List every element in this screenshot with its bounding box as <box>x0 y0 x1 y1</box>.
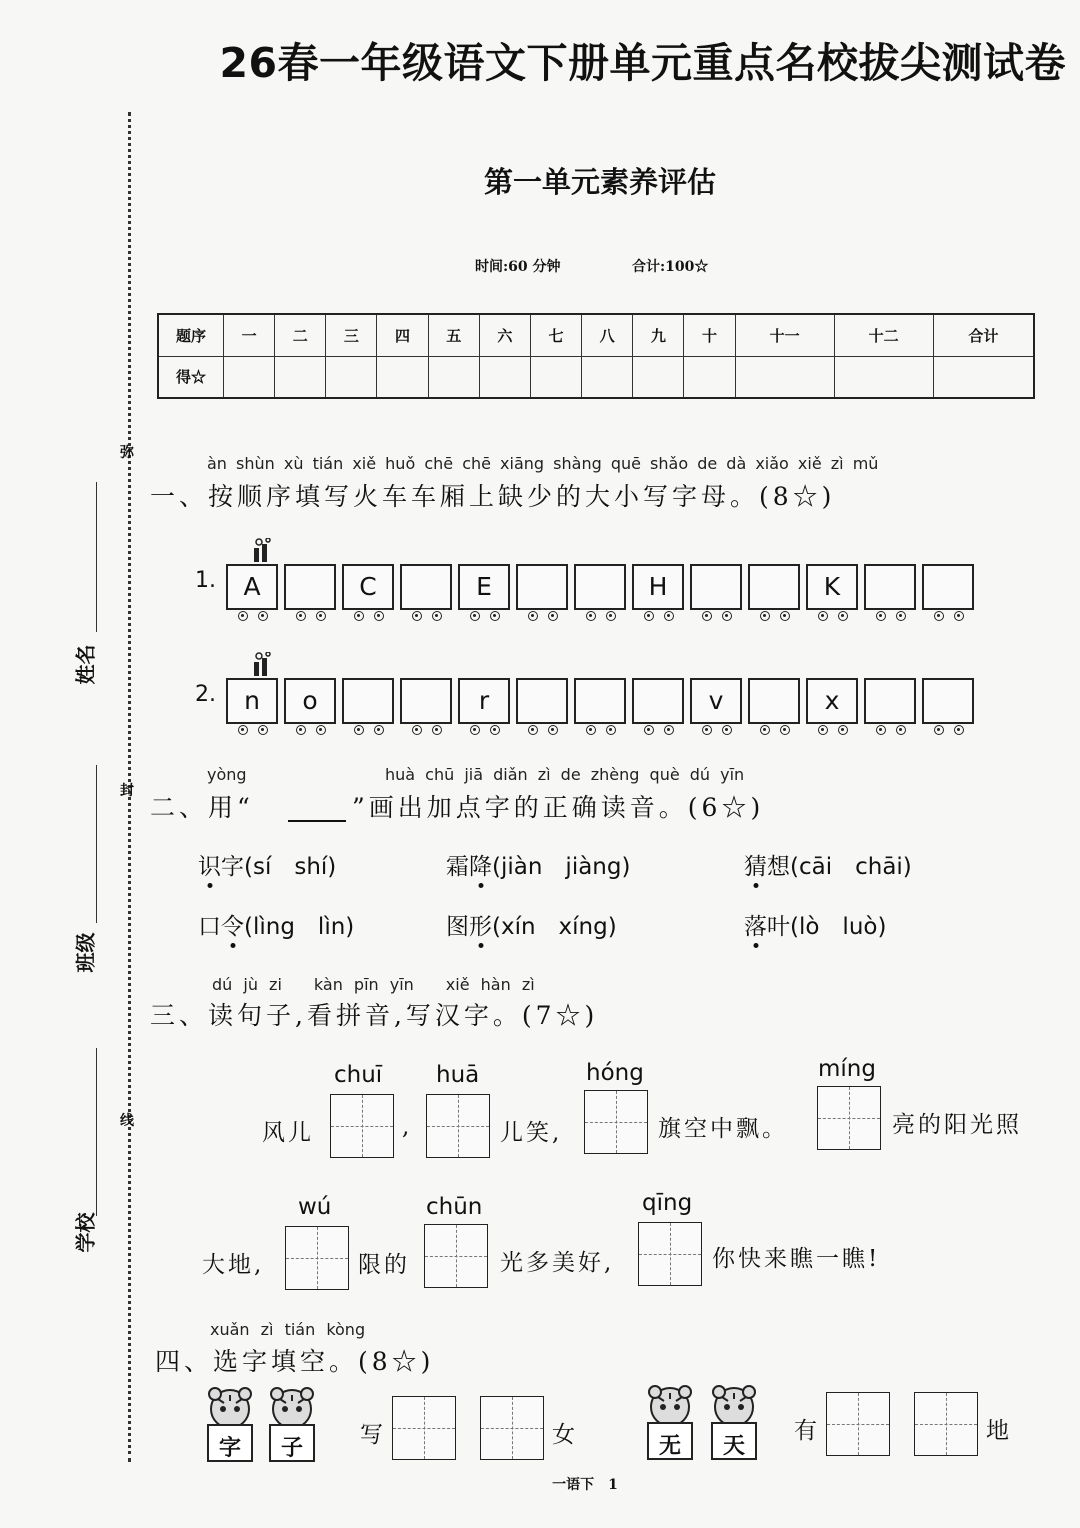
wheel-icon <box>412 725 422 735</box>
write-box[interactable] <box>392 1396 456 1460</box>
write-box[interactable] <box>914 1392 978 1456</box>
train-1 <box>226 538 986 628</box>
score-cell[interactable] <box>530 356 581 398</box>
wheel-icon <box>606 725 616 735</box>
wheel-icon <box>838 611 848 621</box>
wheel-icon <box>722 611 732 621</box>
class-line[interactable] <box>96 765 97 923</box>
time-info: 时间:60 分钟 <box>475 259 561 275</box>
q4-word-1: 写 <box>360 1422 386 1448</box>
tiger-card-3 <box>642 1385 698 1463</box>
header-cell: 三 <box>326 314 377 356</box>
wheel-icon <box>354 611 364 621</box>
write-box[interactable] <box>638 1222 702 1286</box>
train-car-blank[interactable] <box>690 564 742 610</box>
wheel-icon <box>548 725 558 735</box>
q3-l1-t3: 旗空中飘。 <box>658 1116 788 1142</box>
train-car-given: C <box>342 564 394 610</box>
q3-py-ming: míng <box>818 1056 876 1082</box>
train-car-given: E <box>458 564 510 610</box>
wheel-icon <box>432 611 442 621</box>
q3-py-chui: chuī <box>334 1062 383 1088</box>
class-label: 班级 <box>73 932 98 973</box>
header-cell: 十二 <box>834 314 933 356</box>
wheel-icon <box>374 725 384 735</box>
train2-label: 2. <box>195 682 216 707</box>
q3-py-hua: huā <box>436 1062 480 1088</box>
page-footer: 一语下 1 <box>552 1477 618 1493</box>
q2-heading-b: ”画出加点字的正确读音。(6☆) <box>352 793 765 822</box>
score-cell[interactable] <box>933 356 1034 398</box>
q2-item-3[interactable]: 猜想(cāi chāi) <box>744 854 912 880</box>
write-box[interactable] <box>480 1396 544 1460</box>
train-car-blank[interactable] <box>284 564 336 610</box>
q2-heading-a: 二、用“ <box>150 793 254 822</box>
school-line[interactable] <box>96 1048 97 1216</box>
wheel-icon <box>954 611 964 621</box>
score-cell[interactable] <box>633 356 684 398</box>
score-cell[interactable] <box>377 356 428 398</box>
wheel-icon <box>818 725 828 735</box>
q3-l2-t1: 限的 <box>358 1252 410 1278</box>
wheel-icon <box>780 611 790 621</box>
train-car-blank[interactable] <box>400 564 452 610</box>
q4-heading: 四、选字填空。(8☆) <box>155 1347 435 1376</box>
q2-pinyin-left: yòng <box>207 765 247 784</box>
score-cell[interactable] <box>735 356 834 398</box>
wheel-icon <box>954 725 964 735</box>
q3-l1-t1: , <box>402 1114 413 1140</box>
score-cell[interactable] <box>275 356 326 398</box>
q3-l2-t2: 光多美好, <box>500 1250 615 1276</box>
score-cell[interactable] <box>684 356 735 398</box>
wheel-icon <box>412 611 422 621</box>
name-label: 姓名 <box>73 644 98 685</box>
header-cell: 题序 <box>158 314 224 356</box>
wheel-icon <box>760 611 770 621</box>
wheel-icon <box>470 725 480 735</box>
q4-word-3: 有 <box>794 1418 820 1444</box>
wheel-icon <box>490 725 500 735</box>
wheel-icon <box>876 725 886 735</box>
train-car-given: r <box>458 678 510 724</box>
score-header-row <box>158 314 1034 356</box>
q3-l1-t4: 亮的阳光照 <box>892 1112 1022 1138</box>
wheel-icon <box>490 611 500 621</box>
train-car-given: n <box>226 678 278 724</box>
train-car-blank[interactable] <box>864 678 916 724</box>
train-car-blank[interactable] <box>922 564 974 610</box>
q3-py-qing: qīng <box>642 1190 693 1216</box>
wheel-icon <box>238 725 248 735</box>
score-value-row <box>158 356 1034 398</box>
train-car-given: A <box>226 564 278 610</box>
train-car-blank[interactable] <box>342 678 394 724</box>
score-table <box>157 313 1035 399</box>
wheel-icon <box>354 725 364 735</box>
train-car-blank[interactable] <box>864 564 916 610</box>
q4-word-2: 女 <box>552 1422 578 1448</box>
q3-pinyin: dú jù zi kàn pīn yīn xiě hàn zì <box>212 975 535 994</box>
chimney-icon <box>250 538 274 564</box>
wheel-icon <box>644 725 654 735</box>
wheel-icon <box>586 611 596 621</box>
train-car-given: K <box>806 564 858 610</box>
q3-l1-t0: 风儿 <box>262 1120 314 1146</box>
wheel-icon <box>644 611 654 621</box>
header-cell: 八 <box>582 314 633 356</box>
score-cell[interactable] <box>224 356 275 398</box>
wheel-icon <box>896 611 906 621</box>
wheel-icon <box>296 725 306 735</box>
train1-label: 1. <box>195 568 216 593</box>
q2-item-5[interactable]: 图形(xín xíng) <box>446 914 617 940</box>
q2-item-6[interactable]: 落叶(lò luò) <box>744 914 887 940</box>
header-cell: 六 <box>479 314 530 356</box>
header-cell: 合计 <box>933 314 1034 356</box>
header-cell: 二 <box>275 314 326 356</box>
q3-l1-t2: 儿笑, <box>500 1120 563 1146</box>
side-xian: 线 <box>120 1113 134 1129</box>
wheel-icon <box>876 611 886 621</box>
total-info: 合计:100☆ <box>632 259 709 275</box>
wheel-icon <box>528 725 538 735</box>
write-box[interactable] <box>817 1086 881 1150</box>
header-cell: 十 <box>684 314 735 356</box>
q3-l2-t3: 你快来瞧一瞧! <box>712 1246 881 1272</box>
side-feng: 封 <box>120 783 134 799</box>
wheel-icon <box>722 725 732 735</box>
wheel-icon <box>702 725 712 735</box>
wheel-icon <box>780 725 790 735</box>
score-row-label: 得☆ <box>158 356 224 398</box>
q1-pinyin: àn shùn xù tián xiě huǒ chē chē xiāng shàng quē shǎo de dà xiǎo xiě zì mǔ <box>207 454 879 473</box>
wheel-icon <box>896 725 906 735</box>
wheel-icon <box>316 725 326 735</box>
card-char: 天 <box>722 1433 745 1459</box>
wheel-icon <box>238 611 248 621</box>
tiger-card-1 <box>202 1387 258 1465</box>
card-char: 字 <box>218 1435 241 1461</box>
q3-py-hong: hóng <box>586 1060 644 1086</box>
wheel-icon <box>258 725 268 735</box>
wheel-icon <box>760 725 770 735</box>
wheel-icon <box>586 725 596 735</box>
header-cell: 十一 <box>735 314 834 356</box>
tiger-card-4 <box>706 1385 762 1463</box>
q4-pinyin: xuǎn zì tián kòng <box>210 1320 366 1339</box>
wheel-icon <box>838 725 848 735</box>
score-cell[interactable] <box>582 356 633 398</box>
wheel-icon <box>432 725 442 735</box>
header-cell: 四 <box>377 314 428 356</box>
wheel-icon <box>664 725 674 735</box>
score-cell[interactable] <box>834 356 933 398</box>
wheel-icon <box>316 611 326 621</box>
train-car-blank[interactable] <box>574 678 626 724</box>
wheel-icon <box>702 611 712 621</box>
card-char: 无 <box>658 1433 681 1459</box>
score-cell[interactable] <box>479 356 530 398</box>
train-car-blank[interactable] <box>574 564 626 610</box>
wheel-icon <box>664 611 674 621</box>
q2-item-4[interactable]: 口令(lìng lìn) <box>198 914 355 940</box>
header-cell: 五 <box>428 314 479 356</box>
train-2 <box>226 652 986 742</box>
q2-item-2[interactable]: 霜降(jiàn jiàng) <box>446 854 631 880</box>
q3-py-chun: chūn <box>426 1194 483 1220</box>
q3-heading: 三、读句子,看拼音,写汉字。(7☆) <box>150 1001 599 1030</box>
school-label: 学校 <box>73 1212 98 1253</box>
q3-py-wu: wú <box>298 1194 332 1220</box>
q3-l2-t0: 大地, <box>202 1252 265 1278</box>
q1-heading: 一、按顺序填写火车车厢上缺少的大小写字母。(8☆) <box>150 482 836 511</box>
tiger-card-2 <box>264 1387 320 1465</box>
write-box[interactable] <box>584 1090 648 1154</box>
header-cell: 七 <box>530 314 581 356</box>
train-car-blank[interactable] <box>922 678 974 724</box>
train-car-given: v <box>690 678 742 724</box>
q2-item-1[interactable]: 识字(sí shí) <box>198 854 337 880</box>
write-box[interactable] <box>424 1224 488 1288</box>
write-box[interactable] <box>426 1094 490 1158</box>
score-cell[interactable] <box>428 356 479 398</box>
underline-sample <box>288 820 346 822</box>
header-cell: 九 <box>633 314 684 356</box>
train-car-blank[interactable] <box>748 678 800 724</box>
train-car-blank[interactable] <box>516 678 568 724</box>
wheel-icon <box>528 611 538 621</box>
wheel-icon <box>374 611 384 621</box>
wheel-icon <box>258 611 268 621</box>
wheel-icon <box>606 611 616 621</box>
score-cell[interactable] <box>326 356 377 398</box>
name-line[interactable] <box>96 482 97 632</box>
q2-pinyin-right: huà chū jiā diǎn zì de zhèng què dú yīn <box>385 765 745 784</box>
write-box[interactable] <box>826 1392 890 1456</box>
wheel-icon <box>934 611 944 621</box>
write-box[interactable] <box>330 1094 394 1158</box>
train-car-blank[interactable] <box>400 678 452 724</box>
train-car-blank[interactable] <box>632 678 684 724</box>
train-car-given: o <box>284 678 336 724</box>
chimney-icon <box>250 652 274 678</box>
wheel-icon <box>818 611 828 621</box>
card-char: 子 <box>280 1435 303 1461</box>
document-title: 第一单元素养评估 <box>483 165 716 199</box>
banner-title: 26春一年级语文下册单元重点名校拔尖测试卷 <box>219 39 1066 87</box>
q4-word-4: 地 <box>986 1418 1012 1444</box>
header-cell: 一 <box>224 314 275 356</box>
wheel-icon <box>934 725 944 735</box>
write-box[interactable] <box>285 1226 349 1290</box>
train-car-blank[interactable] <box>516 564 568 610</box>
wheel-icon <box>470 611 480 621</box>
wheel-icon <box>296 611 306 621</box>
train-car-blank[interactable] <box>748 564 800 610</box>
wheel-icon <box>548 611 558 621</box>
side-mi: 弥 <box>120 445 134 461</box>
train-car-given: x <box>806 678 858 724</box>
train-car-given: H <box>632 564 684 610</box>
